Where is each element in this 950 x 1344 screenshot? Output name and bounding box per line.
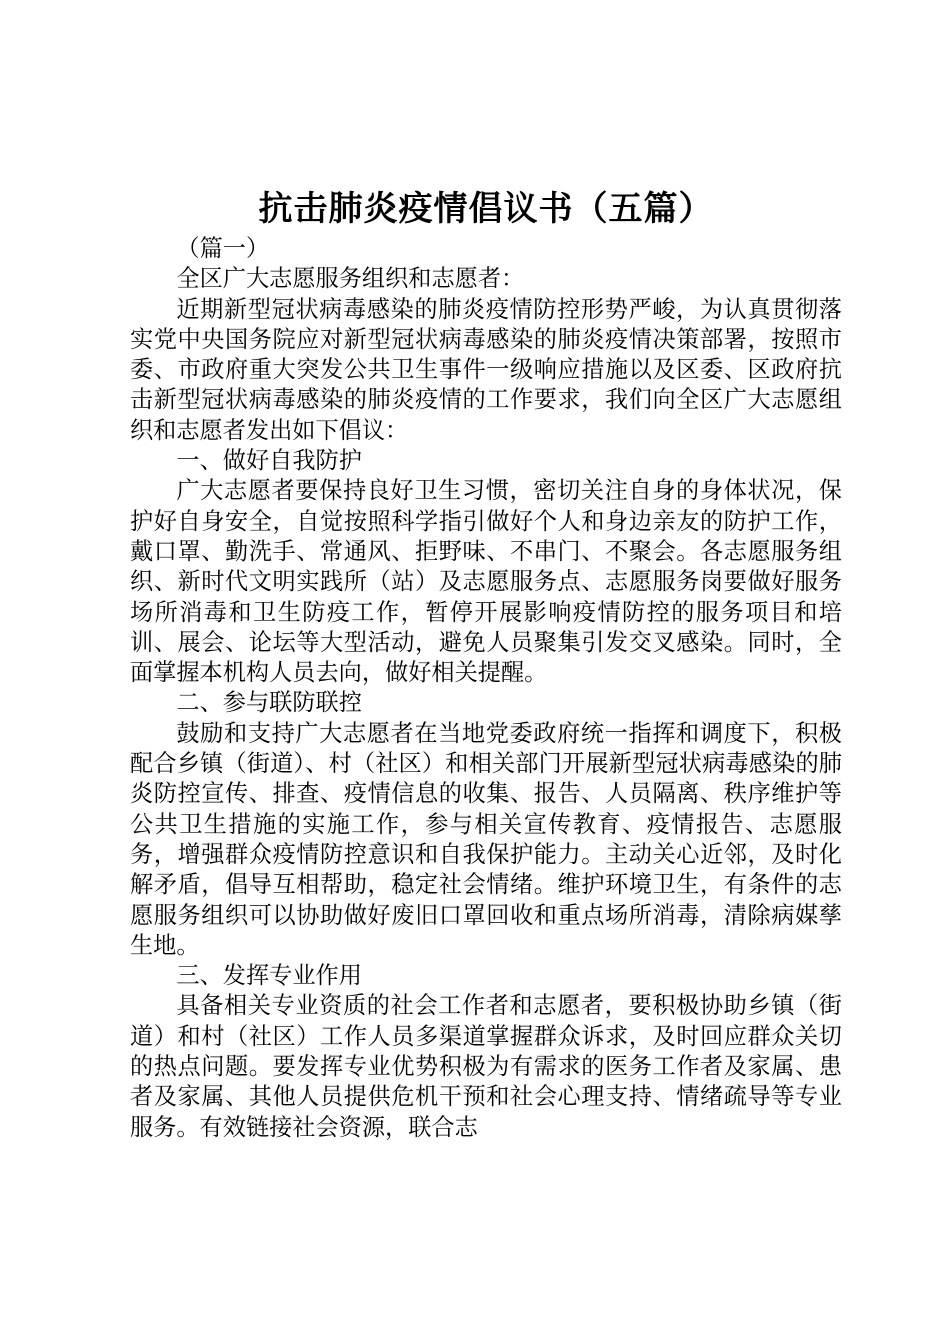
heading-self-protection: 一、做好自我防护: [176, 447, 362, 475]
document-title: 抗击肺炎疫情倡议书（五篇）: [258, 189, 714, 229]
document-page: [130, 184, 842, 1143]
paragraph-self-protection: 广大志愿者要保持良好卫生习惯，密切关注自身的身体状况，保护好自身安全，自觉按照科学指引做好个人和身边亲友的防护工作，戴口罩、勤洗手、常通风、拒野味、不串门、不聚会。各志愿服务组织、新时代文明实践所（站）及志愿服务点、志愿服务岗要做好服务场所消毒和卫生防疫工作，暂停开展影响疫情防控的服务项目和培训、展会、论坛等大型活动，避免人员聚集引发交叉感染。同时，全面掌握本机构人员去向，做好相关提醒。: [130, 477, 842, 687]
heading-professional-role: 三、发挥专业作用: [176, 962, 362, 990]
salutation: 全区广大志愿服务组织和志愿者：: [176, 265, 525, 293]
section-label: （篇一）: [176, 235, 270, 262]
paragraph-professional-role: 具备相关专业资质的社会工作者和志愿者，要积极协助乡镇（街道）和村（社区）工作人员多渠道掌握群众诉求，及时回应群众关切的热点问题。要发挥专业优势积极为有需求的医务工作者及家属、患者及家属、其他人员提供危机干预和社会心理支持、情绪疏导等专业服务。有效链接社会资源，联合志: [130, 992, 842, 1141]
intro-paragraph: 近期新型冠状病毒感染的肺炎疫情防控形势严峻，为认真贯彻落实党中央国务院应对新型冠状病毒感染的肺炎疫情决策部署，按照市委、市政府重大突发公共卫生事件一级响应措施以及区委、区政府抗击新型冠状病毒感染的肺炎疫情的工作要求，我们向全区广大志愿组织和志愿者发出如下倡议：: [130, 295, 842, 444]
paragraph-joint-prevention: 鼓励和支持广大志愿者在当地党委政府统一指挥和调度下，积极配合乡镇（街道）、村（社区）和相关部门开展新型冠状病毒感染的肺炎防控宣传、排查、疫情信息的收集、报告、人员隔离、秩序维护等公共卫生措施的实施工作，参与相关宣传教育、疫情报告、志愿服务，增强群众疫情防控意识和自我保护能力。主动关心近邻，及时化解矛盾，倡导互相帮助，稳定社会情绪。维护环境卫生，有条件的志愿服务组织可以协助做好废旧口罩回收和重点场所消毒，清除病媒孳生地。: [130, 719, 842, 959]
heading-joint-prevention: 二、参与联防联控: [176, 689, 362, 717]
